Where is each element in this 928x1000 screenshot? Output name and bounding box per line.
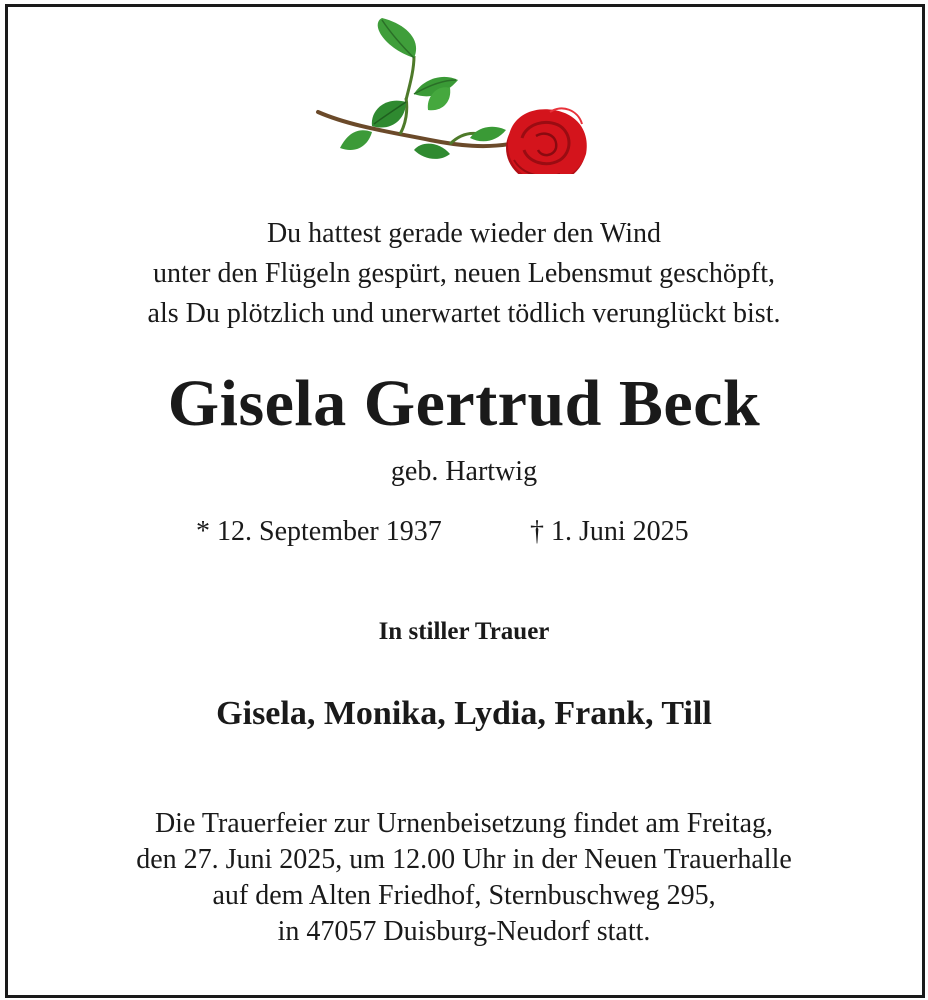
birth-name: geb. Hartwig	[390, 456, 538, 487]
verse-line: unter den Flügeln gespürt, neuen Lebensmut geschöpft,	[152, 258, 776, 289]
ceremony-line: Die Trauerfeier zur Urnenbeisetzung findet am Freitag,	[154, 808, 774, 839]
life-dates	[0, 512, 928, 552]
poem-verse	[0, 214, 928, 334]
verse-line: Du hattest gerade wieder den Wind	[266, 218, 662, 249]
mourning-heading: In stiller Trauer	[378, 618, 550, 645]
deceased-name: Gisela Gertrud Beck	[167, 367, 761, 440]
birth-date: * 12. September 1937	[196, 516, 442, 547]
verse-line: als Du plötzlich und unerwartet tödlich verunglückt bist.	[147, 298, 781, 329]
ceremony-line: auf dem Alten Friedhof, Sternbuschweg 295,	[212, 880, 716, 911]
red-rose-icon	[310, 14, 600, 174]
ceremony-line: den 27. Juni 2025, um 12.00 Uhr in der Neuen Trauerhalle	[136, 844, 792, 875]
ceremony-details	[0, 806, 928, 950]
death-date: † 1. Juni 2025	[530, 516, 689, 547]
family-names: Gisela, Monika, Lydia, Frank, Till	[216, 695, 712, 732]
ceremony-line: in 47057 Duisburg-Neudorf statt.	[277, 916, 651, 947]
